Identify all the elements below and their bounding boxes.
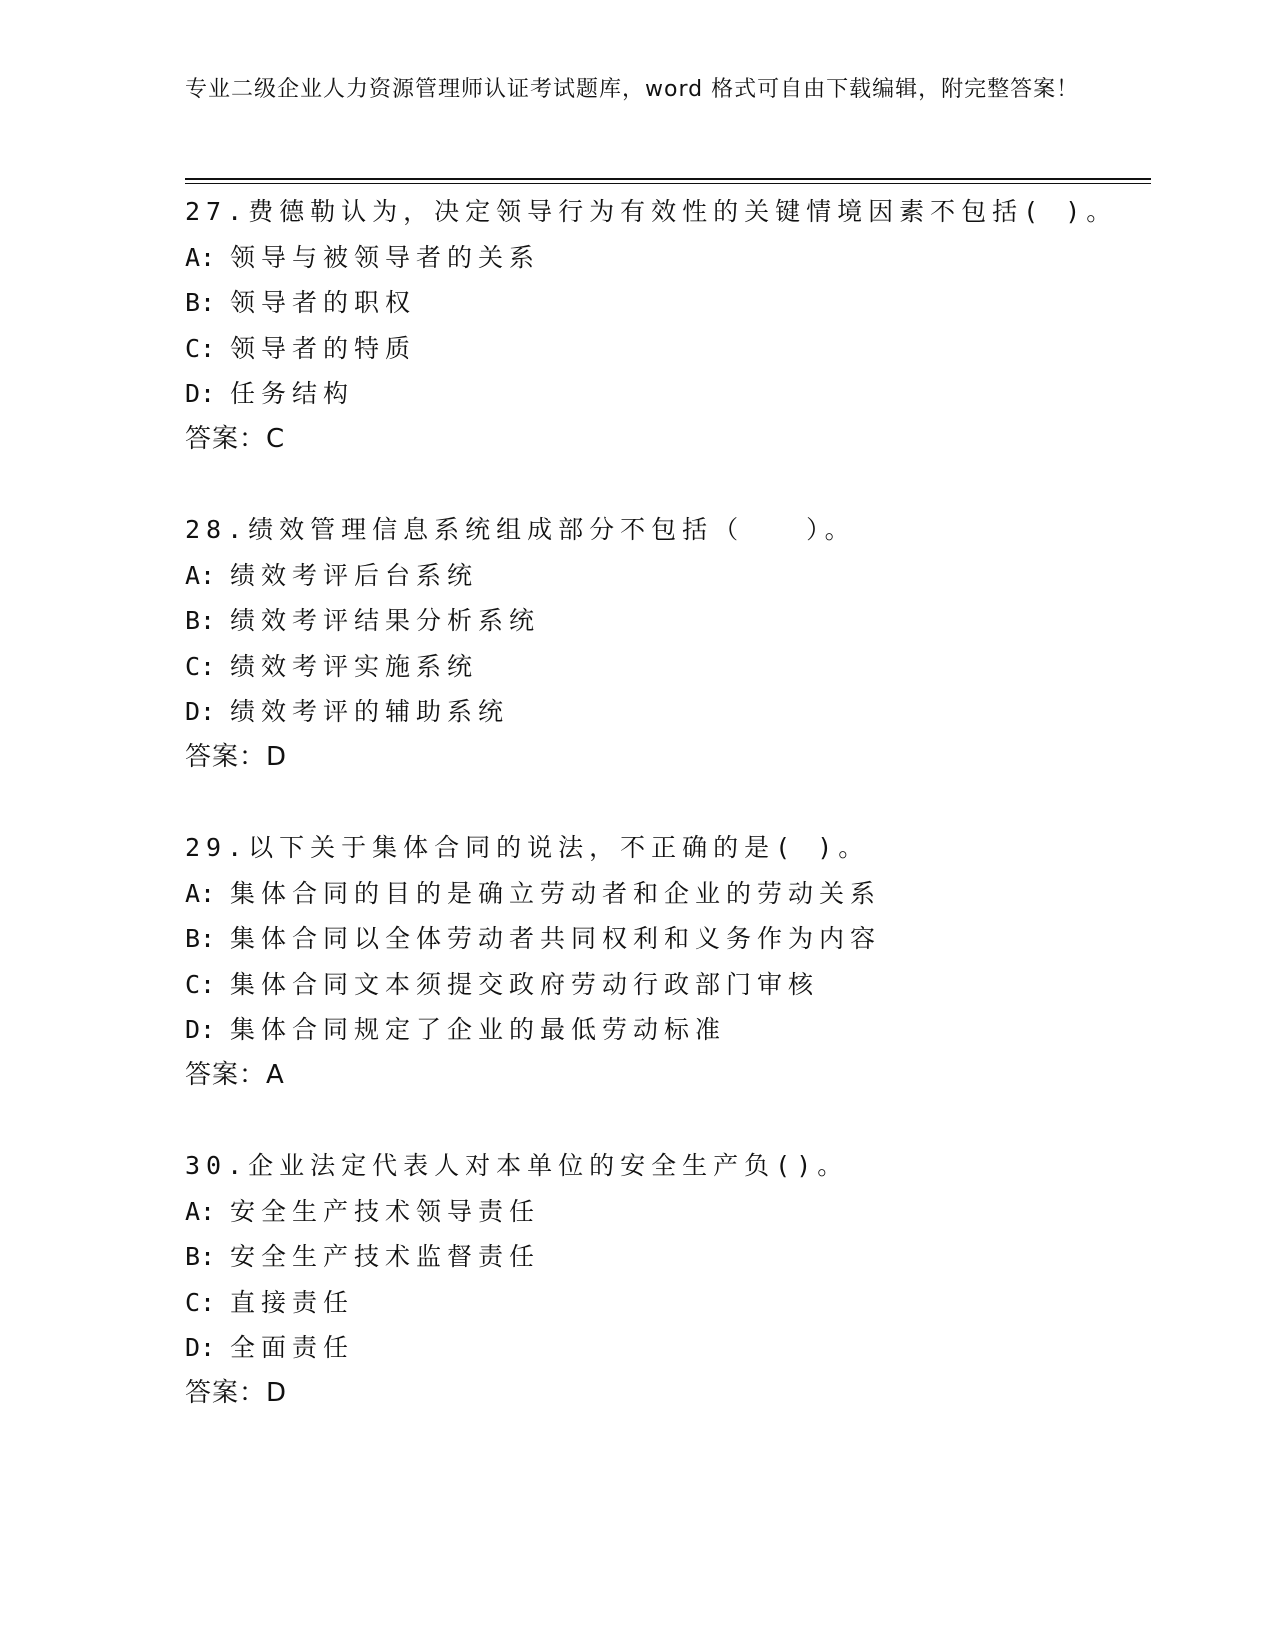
question-stem: 30.企业法定代表人对本单位的安全生产负()。 — [185, 1151, 849, 1180]
option-text: 集体合同的目的是确立劳动者和企业的劳动关系 — [230, 878, 882, 908]
option-key: A: — [185, 878, 216, 908]
option-key: B: — [185, 606, 216, 635]
option-key: A: — [185, 1196, 216, 1226]
option-text: 直接责任 — [230, 1287, 355, 1317]
option-key: B: — [185, 1242, 216, 1271]
option-key: D: — [185, 1015, 216, 1044]
option-text: 绩效考评结果分析系统 — [230, 606, 541, 635]
option-c — [185, 962, 1145, 1008]
option-c — [185, 326, 1145, 372]
option-text: 集体合同规定了企业的最低劳动标准 — [230, 1015, 727, 1044]
option-key: B: — [185, 924, 216, 953]
option-text: 领导者的职权 — [230, 288, 417, 317]
document-header: 专业二级企业人力资源管理师认证考试题库，word 格式可自由下载编辑，附完整答案！ — [185, 77, 1080, 102]
option-a — [185, 1189, 1145, 1235]
option-key: D: — [185, 697, 216, 726]
option-text: 绩效考评的辅助系统 — [230, 697, 510, 726]
option-b — [185, 916, 1145, 962]
option-text: 任务结构 — [230, 379, 355, 408]
option-key: A: — [185, 242, 216, 272]
option-text: 绩效考评实施系统 — [230, 651, 479, 681]
answer: 答案：A — [185, 1059, 285, 1090]
option-d — [185, 1007, 1145, 1053]
option-key: B: — [185, 288, 216, 317]
option-key: A: — [185, 560, 216, 590]
option-text: 安全生产技术领导责任 — [230, 1196, 541, 1226]
option-text: 集体合同文本须提交政府劳动行政部门审核 — [230, 969, 820, 999]
option-text: 绩效考评后台系统 — [230, 560, 479, 590]
option-text: 领导与被领导者的关系 — [230, 242, 541, 272]
option-a — [185, 871, 1145, 917]
option-a — [185, 553, 1145, 599]
option-text: 安全生产技术监督责任 — [230, 1242, 541, 1271]
option-b — [185, 598, 1145, 644]
option-c — [185, 644, 1145, 690]
question-29 — [185, 825, 1145, 1098]
option-a — [185, 235, 1145, 281]
answer: 答案：D — [185, 1377, 288, 1408]
option-key: D: — [185, 1333, 216, 1362]
option-key: C: — [185, 651, 216, 681]
option-c — [185, 1280, 1145, 1326]
question-28 — [185, 507, 1145, 780]
option-d — [185, 1325, 1145, 1371]
option-b — [185, 280, 1145, 326]
header-rule-thick — [185, 178, 1151, 180]
option-text: 全面责任 — [230, 1333, 355, 1362]
question-list — [185, 189, 1145, 1416]
question-30 — [185, 1143, 1145, 1416]
option-key: D: — [185, 379, 216, 408]
option-text: 集体合同以全体劳动者共同权利和义务作为内容 — [230, 924, 882, 953]
option-text: 领导者的特质 — [230, 333, 417, 363]
question-27 — [185, 189, 1145, 462]
answer: 答案：C — [185, 423, 286, 454]
option-key: C: — [185, 969, 216, 999]
answer: 答案：D — [185, 741, 288, 772]
option-b — [185, 1234, 1145, 1280]
option-key: C: — [185, 1287, 216, 1317]
option-d — [185, 371, 1145, 417]
question-stem: 27.费德勒认为，决定领导行为有效性的关键情境因素不包括( )。 — [185, 197, 1118, 226]
header-rule-thin — [185, 183, 1151, 184]
option-key: C: — [185, 333, 216, 363]
question-stem: 29.以下关于集体合同的说法，不正确的是( )。 — [185, 833, 870, 862]
question-stem: 28.绩效管理信息系统组成部分不包括（ ）。 — [185, 515, 856, 544]
option-d — [185, 689, 1145, 735]
